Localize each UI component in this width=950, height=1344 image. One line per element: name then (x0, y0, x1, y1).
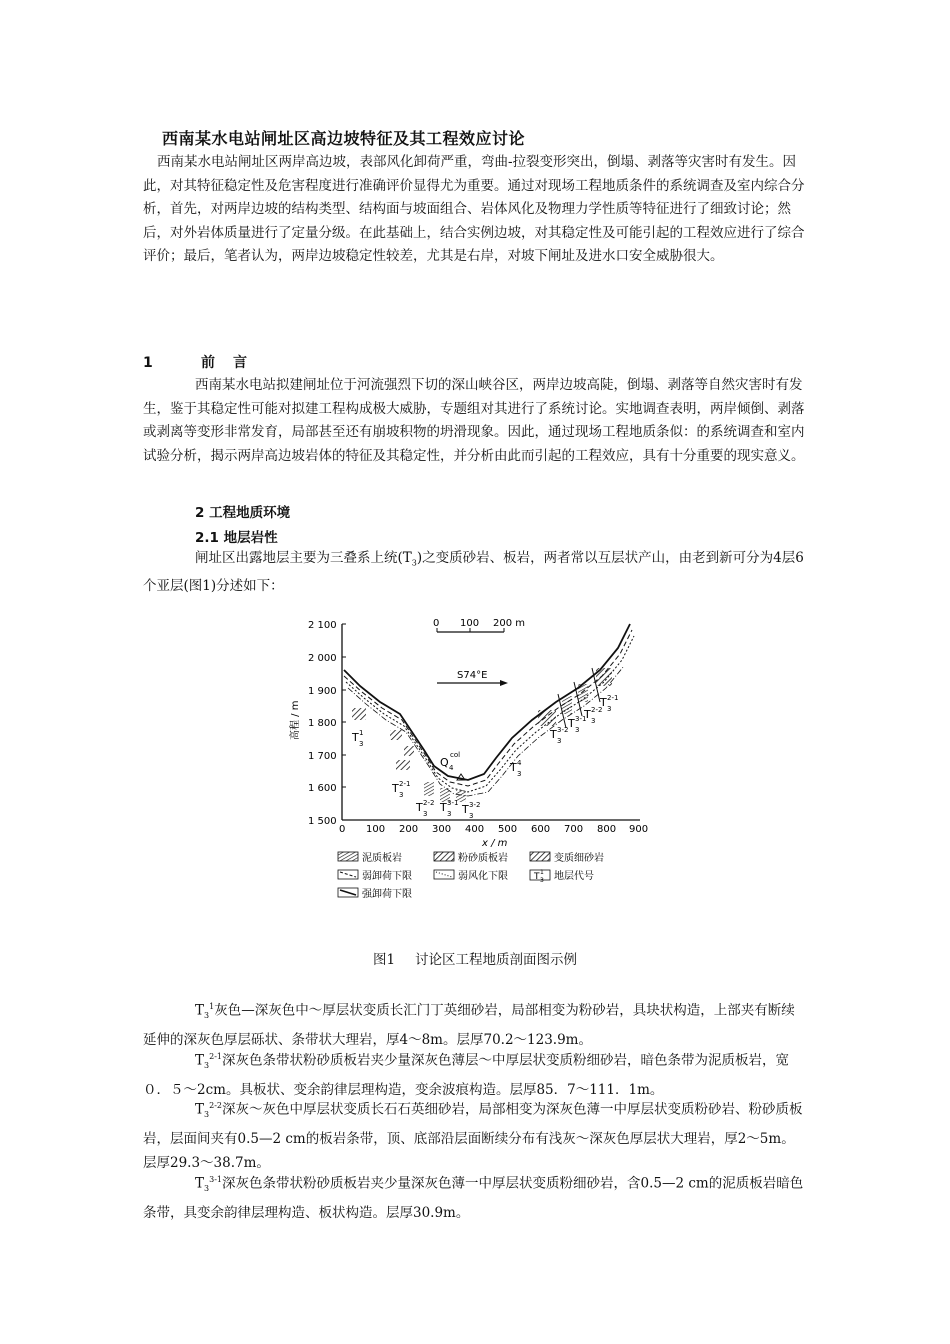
svg-text:2-1: 2-1 (399, 780, 411, 788)
section-1-heading (143, 352, 265, 372)
strata-sub: 3 (411, 558, 417, 568)
svg-text:3: 3 (557, 737, 562, 745)
legend-mudstone-slate: 泥质板岩 (362, 853, 402, 864)
cross-section-figure (290, 610, 660, 910)
legend-silty-slate: 粉砂质板岩 (458, 853, 508, 864)
label-t3-1-left (351, 729, 363, 748)
x-tick-100: 100 (366, 824, 386, 835)
label-t3-3-2-right (549, 726, 568, 745)
strata-text-pre: 闸址区出露地层主要为三叠系上统(T (195, 550, 412, 566)
caption-text: 讨论区工程地质剖面图示例 (415, 952, 578, 968)
label-t3-3-1-left (439, 799, 458, 818)
strata-blocks (352, 668, 612, 802)
q-label: Q (440, 756, 449, 769)
section-2-heading: 2 工程地质环境 (195, 505, 291, 521)
stratum-description-t3-2-1: $T_3^{2-1}$深灰色条带状粉砂质板岩夹少量深灰色薄层～中厚层状变质粉细砂岩，暗色条带为泥质板岩，宽０．５～2cm。具板状、变余韵律层理构造，变余波痕构造。层厚85．7～111．1m。 (143, 1052, 789, 1099)
svg-text:T: T (352, 731, 359, 744)
svg-text:2-2: 2-2 (423, 799, 435, 807)
x-tick-0: 0 (339, 824, 346, 835)
scale-bar (433, 618, 525, 632)
y-tick-1900: 1 900 (308, 686, 337, 697)
svg-text:3-1: 3-1 (575, 715, 587, 723)
svg-text:3: 3 (359, 740, 364, 748)
svg-text:2-1: 2-1 (607, 694, 619, 702)
legend-code-sub: 3 (540, 877, 544, 884)
scale-label-0: 0 (433, 618, 440, 629)
svg-text:2-2: 2-2 (591, 706, 603, 714)
q4-label (440, 751, 465, 780)
x-tick-300: 300 (432, 824, 452, 835)
svg-text:3: 3 (607, 705, 612, 713)
direction-arrow (437, 670, 508, 686)
scale-label-100: 100 (460, 618, 480, 629)
intro-paragraph: 西南某水电站拟建闸址位于河流强烈下切的深山峡谷区，两岸边坡高陡，倒塌、剥落等自然灾害时有发生，鉴于其稳定性可能对拟建工程构成极大威胁，专题组对其进行了系统讨论。实地调查表明，两岸倾倒、剥落或剥离等变形非常发育，局部甚至还有崩坡积物的坍滑现象。因此，通过现场工程地质条似：的系统调查和室内试验分析，揭示两岸高边坡岩体的特征及其稳定性，并分析由此而引起的工程效应，具有十分重要的现实意义。 (143, 377, 805, 464)
section-1-number: 1 (143, 355, 153, 371)
svg-text:T: T (392, 782, 399, 795)
label-t3-2-1-left (391, 780, 410, 799)
y-tick-1700: 1 700 (308, 751, 337, 762)
legend-code-symbol: T (534, 872, 540, 882)
x-tick-200: 200 (399, 824, 419, 835)
y-axis-label: 高程 / m (290, 700, 301, 740)
x-axis-label: x / m (482, 838, 508, 849)
legend-code-sup: 1 (540, 869, 544, 876)
svg-text:3: 3 (469, 812, 474, 820)
svg-text:3-2: 3-2 (469, 801, 481, 809)
svg-text:3-1: 3-1 (447, 799, 459, 807)
svg-text:4: 4 (517, 759, 522, 767)
figure-caption (0, 948, 950, 968)
svg-text:T: T (462, 803, 469, 816)
x-tick-600: 600 (531, 824, 551, 835)
caption-number: 图1 (372, 952, 396, 968)
svg-text:T: T (600, 696, 607, 709)
y-tick-2100: 2 100 (308, 620, 337, 631)
q-sub: 4 (449, 764, 454, 772)
svg-text:3: 3 (575, 726, 580, 734)
y-tick-1600: 1 600 (308, 783, 337, 794)
direction-label: S74°E (457, 670, 488, 681)
svg-text:3: 3 (447, 810, 452, 818)
stratum-description-t3-3-1: $T_3^{3-1}$深灰色条带状粉砂质板岩夹少量深灰色薄一中厚层状变质粉细砂岩，含0.5—2 cm的泥质板岩暗色条带，具变余韵律层理构造、板状构造。层厚30.9m。 (143, 1175, 804, 1222)
y-tick-1800: 1 800 (308, 718, 337, 729)
svg-text:T: T (550, 728, 557, 741)
x-tick-500: 500 (498, 824, 518, 835)
label-t3-3-2-left (461, 801, 480, 820)
legend (338, 851, 604, 900)
label-t3-2-2-left (415, 799, 434, 818)
abstract-paragraph: 西南某水电站闸址区两岸高边坡，表部风化卸荷严重，弯曲-拉裂变形突出，倒塌、剥落等灾害时有发生。因此，对其特征稳定性及危害程度进行准确评价显得尤为重要。通过对现场工程地质条件的系统调查及室内综合分析，首先，对两岸边坡的结构类型、结构面与坡面组合、岩体风化及物理力学性质等特征进行了细致讨论；然后，对外岩体质量进行了定量分级。在此基础上，结合实例边坡，对其稳定性及可能引起的工程效应进行了综合评价；最后，笔者认为，两岸边坡稳定性较差，尤其是右岸，对坡下闸址及进水口安全威胁很大。 (143, 154, 805, 265)
legend-weak-weathering: 弱风化下限 (458, 871, 508, 882)
y-tick-1500: 1 500 (308, 816, 337, 827)
svg-text:3: 3 (517, 770, 522, 778)
x-tick-800: 800 (597, 824, 617, 835)
legend-weak-unloading: 弱卸荷下限 (362, 871, 412, 882)
x-tick-900: 900 (629, 824, 649, 835)
y-tick-2000: 2 000 (308, 653, 337, 664)
svg-text:T: T (568, 717, 575, 730)
svg-text:1: 1 (359, 729, 364, 737)
q-sup: col (450, 751, 461, 759)
svg-text:T: T (440, 801, 447, 814)
stratum-description-t3-2-2: $T_3^{2-2}$深灰～灰色中厚层状变质长石石英细砂岩，局部相变为深灰色薄一中厚层状变质粉砂岩、粉砂质板岩，层面间夹有0.5—2 cm的板岩条带，顶、底部沿层面断续分布有浅灰～深灰色厚层状大理岩，厚2～5m。层厚29.3～38.7m。 (143, 1101, 803, 1172)
y-axis (288, 620, 346, 827)
legend-metasandstone: 变质细砂岩 (554, 853, 604, 864)
x-tick-400: 400 (465, 824, 485, 835)
svg-text:3: 3 (399, 791, 404, 799)
paper-title: 西南某水电站闸址区高边坡特征及其工程效应讨论 (162, 129, 526, 148)
svg-text:3: 3 (591, 717, 596, 725)
stratum-description-t3-1: $T_3^1$灰色—深灰色中～厚层状变质长汇门丁英细砂岩，局部相变为粉砂岩，具块状构造，上部夹有断续延伸的深灰色厚层砾状、条带状大理岩，厚4～8m。层厚70.2～123.9m。 (143, 1002, 795, 1049)
section-1-title: 前言 (201, 355, 265, 371)
label-t3-4 (509, 759, 522, 778)
svg-text:T: T (584, 708, 591, 721)
strata-paragraph (143, 547, 807, 599)
svg-text:T: T (510, 761, 517, 774)
scale-label-200: 200 m (493, 618, 526, 629)
strata-text-post: )之变质砂岩、板岩，两者常以互层状产山，由老到新可分为4层6个亚层(图1)分述如下： (143, 550, 804, 595)
x-axis (339, 820, 648, 849)
legend-strata-code: 地层代号 (554, 871, 594, 882)
section-2-1-heading: 2.1 地层岩性 (195, 530, 278, 546)
svg-text:T: T (416, 801, 423, 814)
svg-text:3-2: 3-2 (557, 726, 569, 734)
legend-strong-unloading: 强卸荷下限 (362, 889, 412, 900)
x-tick-700: 700 (564, 824, 584, 835)
svg-text:3: 3 (423, 810, 428, 818)
